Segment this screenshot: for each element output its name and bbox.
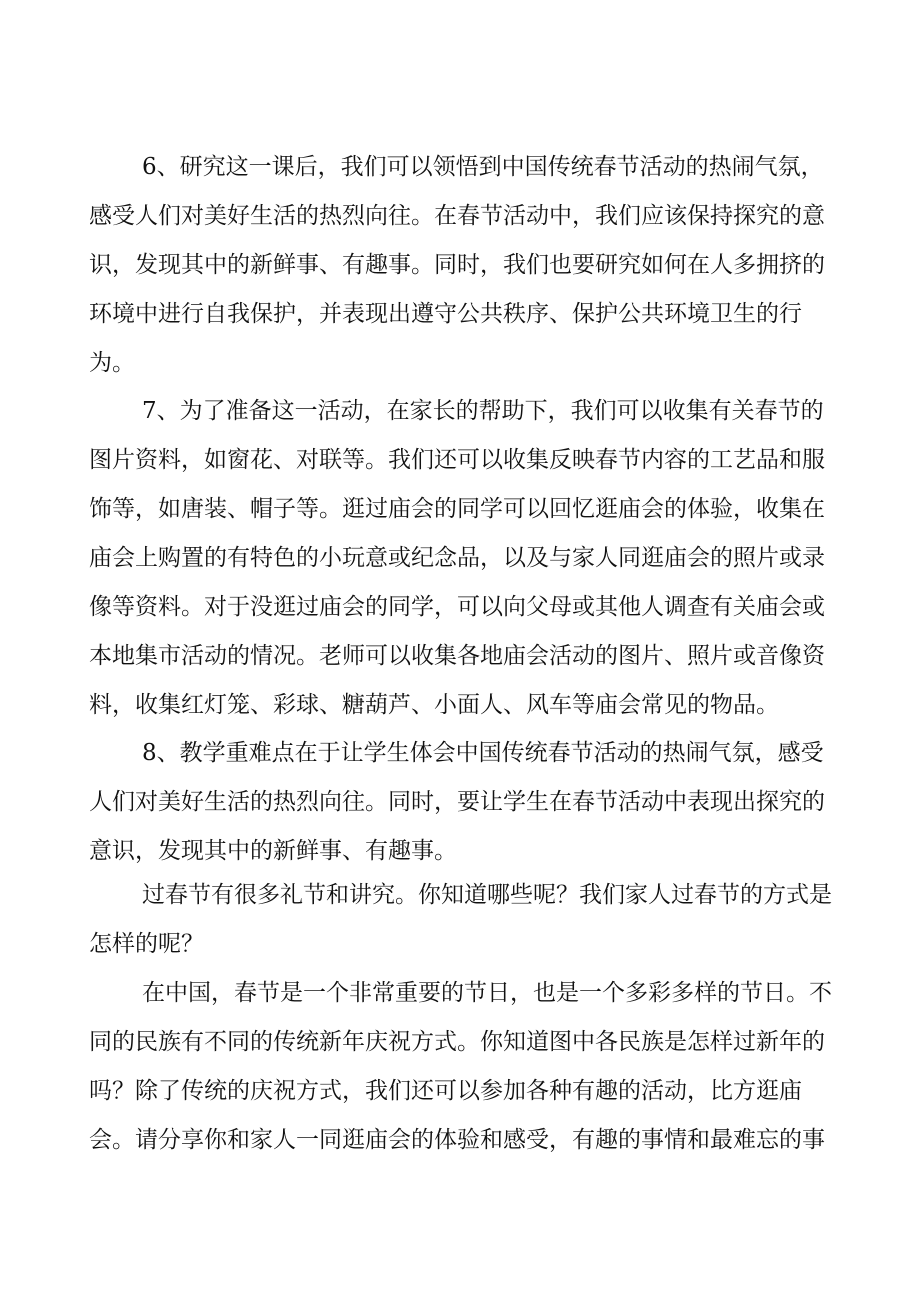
text-line: 本地集市活动的情况。老师可以收集各地庙会活动的图片、照片或音像资 <box>89 643 825 669</box>
text-line: 庙会上购置的有特色的小玩意或纪念品，以及与家人同逛庙会的照片或录 <box>89 545 825 571</box>
text-line: 吗？除了传统的庆祝方式，我们还可以参加各种有趣的活动，比方逛庙 <box>89 1078 802 1104</box>
text-line: 为。 <box>89 350 135 376</box>
text-line: 在中国，春节是一个非常重要的节日，也是一个多彩多样的节日。不 <box>142 980 832 1006</box>
text-line: 意识，发现其中的新鲜事、有趣事。 <box>89 838 457 864</box>
text-line: 图片资料，如窗花、对联等。我们还可以收集反映春节内容的工艺品和服 <box>89 447 825 473</box>
text-line: 7、为了准备这一活动，在家长的帮助下，我们可以收集有关春节的 <box>142 398 824 424</box>
text-line: 感受人们对美好生活的热烈向往。在春节活动中，我们应该保持探究的意 <box>89 203 825 229</box>
text-line: 像等资料。对于没逛过庙会的同学，可以向父母或其他人调查有关庙会或 <box>89 594 825 620</box>
text-line: 环境中进行自我保护，并表现出遵守公共秩序、保护公共环境卫生的行 <box>89 301 802 327</box>
text-line: 人们对美好生活的热烈向往。同时，要让学生在春节活动中表现出探究的 <box>89 789 825 815</box>
text-line: 同的民族有不同的传统新年庆祝方式。你知道图中各民族是怎样过新年的 <box>89 1029 825 1055</box>
text-line: 过春节有很多礼节和讲究。你知道哪些呢？我们家人过春节的方式是 <box>142 882 832 908</box>
text-line: 识，发现其中的新鲜事、有趣事。同时，我们也要研究如何在人多拥挤的 <box>89 252 825 278</box>
text-line: 会。请分享你和家人一同逛庙会的体验和感受，有趣的事情和最难忘的事 <box>89 1127 825 1153</box>
text-line: 料，收集红灯笼、彩球、糖葫芦、小面人、风车等庙会常见的物品。 <box>89 692 779 718</box>
text-line: 饰等，如唐装、帽子等。逛过庙会的同学可以回忆逛庙会的体验，收集在 <box>89 496 825 522</box>
text-line: 8、教学重难点在于让学生体会中国传统春节活动的热闹气氛，感受 <box>142 740 824 766</box>
text-line: 怎样的呢？ <box>89 931 204 957</box>
text-line: 6、研究这一课后，我们可以领悟到中国传统春节活动的热闹气氛， <box>142 154 824 180</box>
